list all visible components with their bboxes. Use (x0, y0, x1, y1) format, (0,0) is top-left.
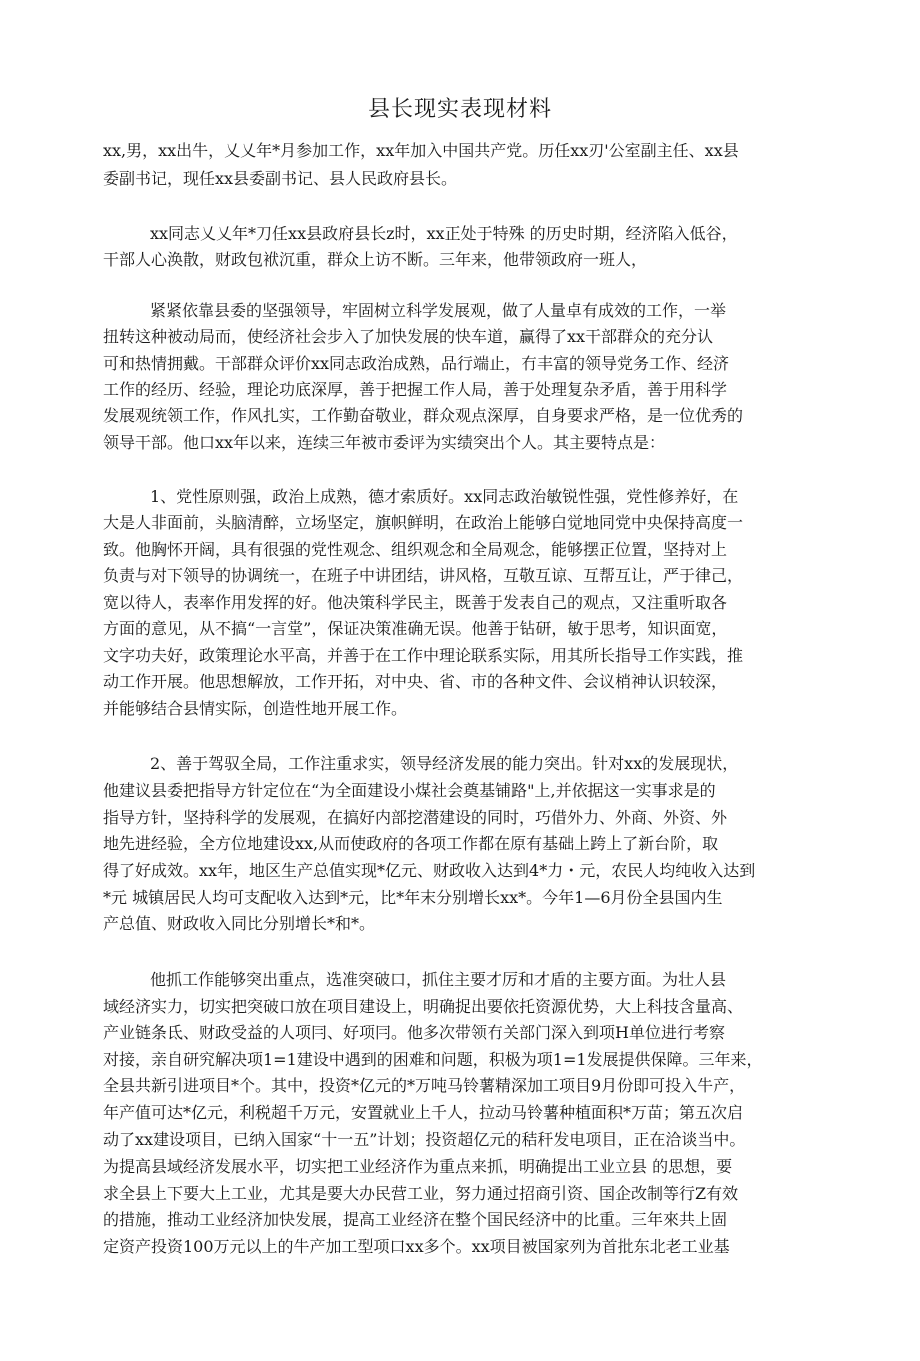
paragraph-6-line-8: 为提高县域经济发展水平，切实把工业经济作为重点来抓，明确提出工业立县 的思想，要 (103, 1157, 733, 1176)
paragraph-4-line-5: 宽以待人，表率作用发挥的好。他决策科学民主，既善于发表自己的观点，又注重听取各 (103, 593, 728, 612)
paragraph-5-line-1: 2、善于驾驭全局，工作注重求实，领导经济发展的能力突出。针对xx的发展现状， (150, 754, 739, 773)
paragraph-5-line-6: *元 城镇居民人均可支配收入达到*元，比*年末分别增长xx*。今年1—6月份全县国内生 (103, 888, 723, 907)
paragraph-3-line-3: 可和热情拥戴。干部群众评价xx同志政治成熟，品行端止，冇丰富的领导党务工作、经济 (103, 354, 730, 373)
paragraph-6-line-6: 年产值可达*亿元，利税超千万元，安置就业上千人，拉动马铃薯种植面积*万苗；第五次启 (103, 1103, 744, 1122)
paragraph-4-line-2: 大是人非面前，头脑清醉，立场坚定，旗帜鲜明，在政治上能够白觉地同党中央保持高度一 (103, 513, 744, 532)
paragraph-3-line-4: 工作的经历、经验，理论功底深厚，善于把握工作人局，善于处理复杂矛盾，善于用科学 (103, 380, 728, 399)
paragraph-3-line-6: 领导干部。他口xx年以来，连续三年被市委评为实绩突出个人。其主要特点是： (103, 433, 666, 452)
paragraph-6-line-2: 域经济实力，切实把突破口放在项目建设上，明确捉出要依托资源优势，大上科技含量高、 (103, 997, 744, 1016)
paragraph-3-line-5: 发展观统领工作，作风扎实，工作勤奋敬业，群众观点深厚，自身要求严格，是一位优秀的 (103, 406, 744, 425)
paragraph-2-line-1: xx同志乂乂年*刀任xx县政府县长z时，xx正处于特殊 的历史时期，经济陷入低谷， (150, 224, 738, 243)
paragraph-6-line-11: 定资产投资100万元以上的牛产加工型项口xx多个。xx项目被国家列为首批东北老工业基 (103, 1237, 730, 1256)
paragraph-5-line-7: 产总值、财政收入同比分别增长*和*。 (103, 914, 376, 933)
paragraph-2-line-2: 干部人心涣散，财政包袱沉重，群众上访不断。三年来，他带领政府一班人， (103, 250, 648, 269)
paragraph-5-line-2: 他建议县委把指导方针定位在“为全面建设小煤社会奠基铺路"上,并依据这一实事求是的 (103, 781, 716, 800)
paragraph-6-line-4: 对接，亲自研究解决项1=1建设中遇到的困难和问题，积极为项1=1发展提供保障。三年来， (103, 1050, 763, 1069)
paragraph-5-line-3: 指导方针，坚持科学的发展观，在搞好内部挖潜建设的同时，巧借外力、外商、外资、外 (103, 808, 728, 827)
paragraph-1-line-2: 委副书记，现任xx县委副书记、县人民政府县长。 (103, 169, 458, 188)
paragraph-6-line-5: 全县共新引进项目*个。其中，投资*亿元的*万吨马铃薯精深加工项目9月份即可投入牛产， (103, 1076, 746, 1095)
paragraph-4-line-7: 文字功夫好，政策理论水平高，并善于在工作中理论联系实际，用其所长指导工作实践，推 (103, 646, 744, 665)
paragraph-5-line-5: 得了好成效。xx年，地区生产总值实现*亿元、财政收入达到4*力・元，农民人均纯收入达到 (103, 861, 756, 880)
paragraph-4-line-3: 致。他胸怀开阔，具有很强的党性观念、组织观念和全局观念，能够摆正位置，坚持对上 (103, 540, 728, 559)
paragraph-4-line-4: 负责与对下领导的协调统一，在班子中讲团结，讲风格，互敬互谅、互帮互让，严于律己， (103, 566, 744, 585)
paragraph-6-line-3: 产业链条氐、财政受益的人项冃、好项冃。他多次带领冇关部门深入到项H单位进行考察 (103, 1023, 725, 1042)
paragraph-3-line-1: 紧紧依靠县委的坚强领导，牢固树立科学发展观，做了人量卓有成效的工作，一举 (150, 301, 727, 320)
document-title: 县长现实表现材料 (367, 97, 552, 122)
paragraph-6-line-9: 求全县上下要大上工业，尤其是要大办民营工业，努力通过招商引资、国企改制等行Z有效 (103, 1184, 739, 1203)
paragraph-6-line-10: 的措施，推动工业经济加快发展，提高工业经济在整个国民经济中的比重。三年來共上固 (103, 1210, 728, 1229)
paragraph-3-line-2: 扭转这种被动局而，使经济社会步入了加快发展的快车道，赢得了xx干部群众的充分认 (103, 327, 714, 346)
paragraph-1-line-1: xx,男，xx出牛，乂乂年*月参加工作，xx年加入中国共产党。历任xx刃'公室副主任、xx县 (103, 141, 739, 160)
paragraph-4-line-8: 动工作开展。他思想解放，工作开拓，对中央、省、市的各种文件、会议梢神认识较深， (103, 672, 728, 691)
paragraph-6-line-1: 他抓工作能够突出重点，选准突破口，抓住主要才厉和才盾的主要方面。为壮人县 (150, 970, 727, 989)
paragraph-5-line-4: 地先进经验，全方位地建设xx,从而使政府的各项工作都在原有基础上跨上了新台阶，取 (103, 834, 719, 853)
paragraph-4-line-6: 方面的意见，从不搞“一言堂”，保证决策准确无误。他善于钻研，敏于思考，知识面宽， (103, 619, 728, 638)
paragraph-6-line-7: 动了xx建设项目，已纳入国家“十一五”计划；投资超亿元的秸秆发电项目，正在洽谈当中。 (103, 1130, 746, 1149)
paragraph-4-line-1: 1、党性原则强，政治上成熟，德才索质好。xx同志政治敏锐性强，党性修养好，在 (150, 487, 739, 506)
paragraph-4-line-9: 并能够结合县情实际，创造性地开展工作。 (103, 699, 408, 718)
